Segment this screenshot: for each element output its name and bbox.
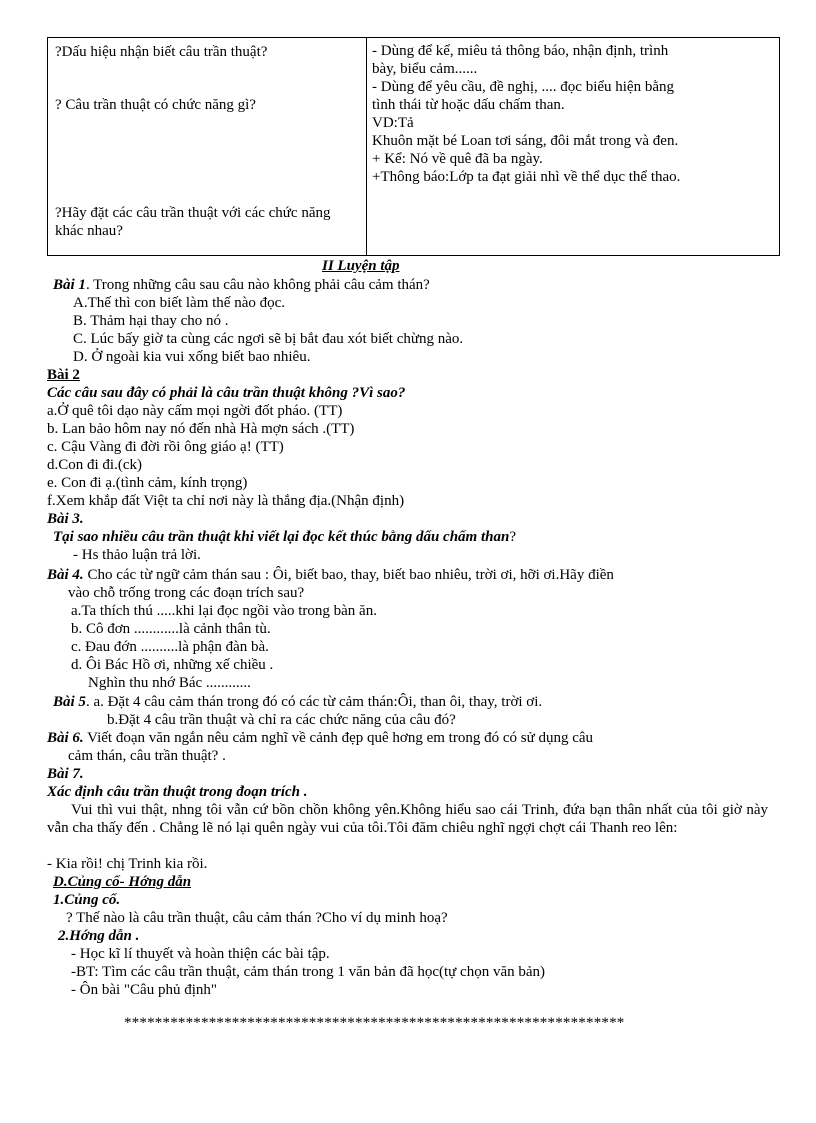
bai4-question xyxy=(47,566,614,584)
bai2-item: a.Ở quê tôi dạo này cấm mọi ngời đốt pháo. (TT) xyxy=(47,403,343,419)
table-answer-line: + Kể: Nó về quê đã ba ngày. xyxy=(372,151,543,167)
bai4-item: d. Ôi Bác Hồ ơi, những xế chiều . xyxy=(71,657,274,673)
bai2-item: f.Xem khắp đất Việt ta chỉ nơi này là thắng địa.(Nhận định) xyxy=(47,493,405,509)
bai3-question-text: Tại sao nhiều câu trần thuật khi viết lại đọc kết thúc bằng dấu chấm than xyxy=(53,529,510,545)
bai5-label: Bài 5 xyxy=(53,694,86,710)
bai4-item: b. Cô đơn ............là cảnh thân tù. xyxy=(71,621,271,637)
consolidation-question: ? Thế nào là câu trần thuật, câu cảm thán ?Cho ví dụ minh hoạ? xyxy=(66,910,448,926)
bai5-item-a xyxy=(53,693,542,711)
bai4-item: c. Đau đớn ..........là phận đàn bà. xyxy=(71,639,269,655)
bai4-question-cont: vào chỗ trống trong các đoạn trích sau? xyxy=(68,585,305,601)
bai2-item: d.Con đi đi.(ck) xyxy=(47,457,142,473)
bai2-item: c. Cậu Vàng đi đời rồi ông giáo ạ! (TT) xyxy=(47,439,284,455)
bai1-option: B. Thảm hại thay cho nó . xyxy=(73,313,229,329)
bai1-label: Bài 1 xyxy=(53,277,86,293)
bai3-answer: - Hs thảo luận trả lời. xyxy=(73,547,201,563)
table-answer-line: VD:Tả xyxy=(372,115,414,131)
bai7-question: Xác định câu trần thuật trong đoạn trích . xyxy=(47,784,308,800)
table-answer-line: - Dùng để kể, miêu tả thông báo, nhận định, trình xyxy=(372,43,669,59)
table-question-1: ?Dấu hiệu nhận biết câu trần thuật? xyxy=(55,44,268,60)
bai1-option: D. Ở ngoài kia vui xống biết bao nhiêu. xyxy=(73,349,311,365)
guidance-item: - Ôn bài "Câu phủ định" xyxy=(71,982,217,998)
table-answer-line: bày, biểu cảm...... xyxy=(372,61,478,77)
table-answer-line: tình thái từ hoặc dấu chấm than. xyxy=(372,97,565,113)
bai6-question xyxy=(47,729,593,747)
section-title-consolidation: D.Củng cố- Hớng dẫn xyxy=(53,874,192,890)
bai7-paragraph: Vui thì vui thật, nhng tôi vẫn cứ bồn chồn không yên.Không hiểu sao cái Trinh, đứa bạn thân nhất của tôi giờ này vẫn cha thấy đến . Chẳng lẽ nó lại quên ngày vui của tôi.Tôi đăm chiêu nghĩ ngợi chợt cái Thanh reo lên: xyxy=(47,802,768,836)
bai2-item: e. Con đi ạ.(tình cảm, kính trọng) xyxy=(47,475,248,491)
table-question-2: ? Câu trần thuật có chức năng gì? xyxy=(55,97,256,113)
bai3-label: Bài 3. xyxy=(47,511,84,527)
bai6-label: Bài 6. xyxy=(47,730,84,746)
bai3-question-end: ? xyxy=(509,529,516,545)
bai2-label: Bài 2 xyxy=(47,367,80,383)
bai5-item-b: b.Đặt 4 câu trần thuật và chỉ ra các chức năng của câu đó? xyxy=(107,712,456,728)
table-answer-line: - Dùng để yêu cầu, đề nghị, .... đọc biểu hiện bằng xyxy=(372,79,674,95)
bai4-label: Bài 4. xyxy=(47,567,84,583)
review-table xyxy=(47,37,780,256)
bai2-item: b. Lan bảo hôm nay nó đến nhà Hà mợn sách .(TT) xyxy=(47,421,355,437)
guidance-item: - Học kĩ lí thuyết và hoàn thiện các bài tập. xyxy=(71,946,330,962)
bai1-option: A.Thế thì con biết làm thế nào đọc. xyxy=(73,295,286,311)
bai6-question-cont: cảm thán, câu trần thuật? . xyxy=(68,748,226,764)
table-answer-cell xyxy=(372,42,776,186)
bai3-question xyxy=(53,528,516,546)
bai1-question xyxy=(53,276,430,294)
bai7-last-line: - Kia rồi! chị Trinh kia rồi. xyxy=(47,856,208,872)
guidance-item: -BT: Tìm các câu trần thuật, cảm thán trong 1 văn bản đã học(tự chọn văn bản) xyxy=(71,964,546,980)
consolidation-subtitle: 1.Củng cố. xyxy=(53,892,121,908)
table-question-3: ?Hãy đặt các câu trần thuật với các chức năng khác nhau? xyxy=(55,205,331,239)
separator-stars: ***************************************************************** xyxy=(124,1015,625,1031)
bai4-text: Cho các từ ngữ cảm thán sau : Ôi, biết bao, thay, biết bao nhiêu, trời ơi, hỡi ơi.Hãy điền xyxy=(87,567,614,583)
bai6-text: Viết đoạn văn ngắn nêu cảm nghĩ về cảnh đẹp quê hơng em trong đó có sử dụng câu xyxy=(87,730,594,746)
section-title-practice: II Luyện tập xyxy=(322,258,400,274)
bai1-text: . Trong những câu sau câu nào không phải câu cảm thán? xyxy=(85,277,430,293)
bai4-item: Nghìn thu nhớ Bác ............ xyxy=(88,675,251,691)
bai2-question: Các câu sau đây có phải là câu trần thuật không ?Vì sao? xyxy=(47,385,406,401)
bai7-label: Bài 7. xyxy=(47,766,84,782)
table-answer-line: Khuôn mặt bé Loan tơi sáng, đôi mắt trong và đen. xyxy=(372,133,679,149)
bai5-text: . a. Đặt 4 câu cảm thán trong đó có các từ cảm thán:Ôi, than ôi, thay, trời ơi. xyxy=(85,694,543,710)
table-divider xyxy=(366,38,367,255)
table-answer-line: +Thông báo:Lớp ta đạt giải nhì về thể dục thể thao. xyxy=(372,169,681,185)
bai1-option: C. Lúc bấy giờ ta cùng các ngơi sẽ bị bắt đau xót biết chừng nào. xyxy=(73,331,464,347)
bai4-item: a.Ta thích thú .....khi lại đọc ngồi vào trong bàn ăn. xyxy=(71,603,377,619)
guidance-subtitle: 2.Hớng dẫn . xyxy=(58,928,140,944)
